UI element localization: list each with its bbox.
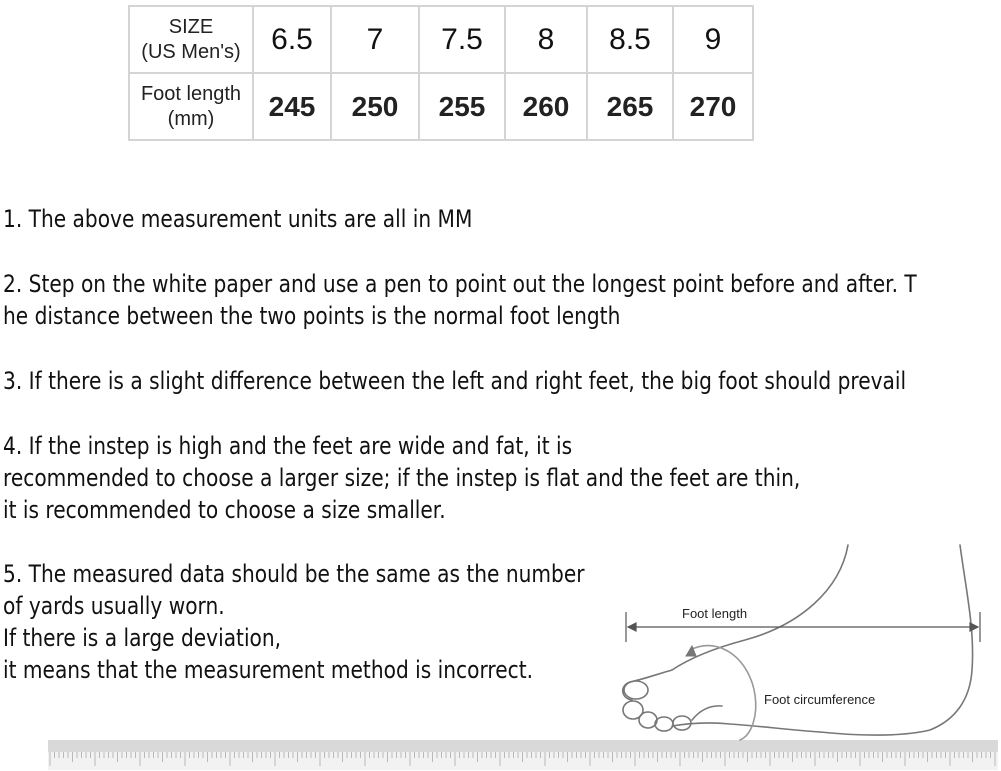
foot-measurement-illustration [0,530,1001,771]
size-header-cell [129,6,253,73]
note-2 [3,268,917,332]
size-cell: 9 [673,6,753,73]
note-line: 1. The above measurement units are all in MM [3,205,473,233]
size-cell: 6.5 [253,6,331,73]
length-header-line1: Foot length [140,82,242,105]
size-cell: 7 [331,6,419,73]
size-row [129,6,753,73]
note-line: it means that the measurement method is incorrect. [3,656,534,684]
foot-length-row [129,73,753,140]
note-line: 3. If there is a slight difference between the left and right feet, the big foot should prevail [3,367,907,395]
note-1 [3,203,472,235]
size-cell: 8.5 [587,6,673,73]
note-line: 2. Step on the white paper and use a pen to point out the longest point before and after. T [3,270,917,298]
ruler [48,740,998,770]
note-line: of yards usually worn. [3,592,225,620]
length-cell: 270 [673,73,753,140]
foot-circumference-label: Foot circumference [764,692,876,707]
note-line: it is recommended to choose a size smaller. [3,496,446,524]
foot-length-dimension [626,612,980,642]
size-header-line2: (US Men's) [141,40,241,63]
size-cell: 7.5 [419,6,505,73]
size-header-line1: SIZE [168,15,214,38]
length-cell: 250 [331,73,419,140]
length-cell: 255 [419,73,505,140]
note-line: recommended to choose a larger size; if the instep is flat and the feet are thin, [3,464,801,492]
note-line: If there is a large deviation, [3,624,282,652]
note-line: 4. If the instep is high and the feet are wide and fat, it is [3,432,573,460]
length-cell: 265 [587,73,673,140]
note-4 [3,430,800,526]
note-line: he distance between the two points is the normal foot length [3,302,621,330]
size-cell: 8 [505,6,587,73]
note-3 [3,365,906,397]
size-chart-table [128,5,754,141]
foot-length-label: Foot length [682,606,748,621]
length-cell: 260 [505,73,587,140]
length-header-line2: (mm) [167,107,215,130]
note-line: 5. The measured data should be the same as the number [3,560,585,588]
length-header-cell [129,73,253,140]
foot-outline [623,545,973,740]
length-cell: 245 [253,73,331,140]
